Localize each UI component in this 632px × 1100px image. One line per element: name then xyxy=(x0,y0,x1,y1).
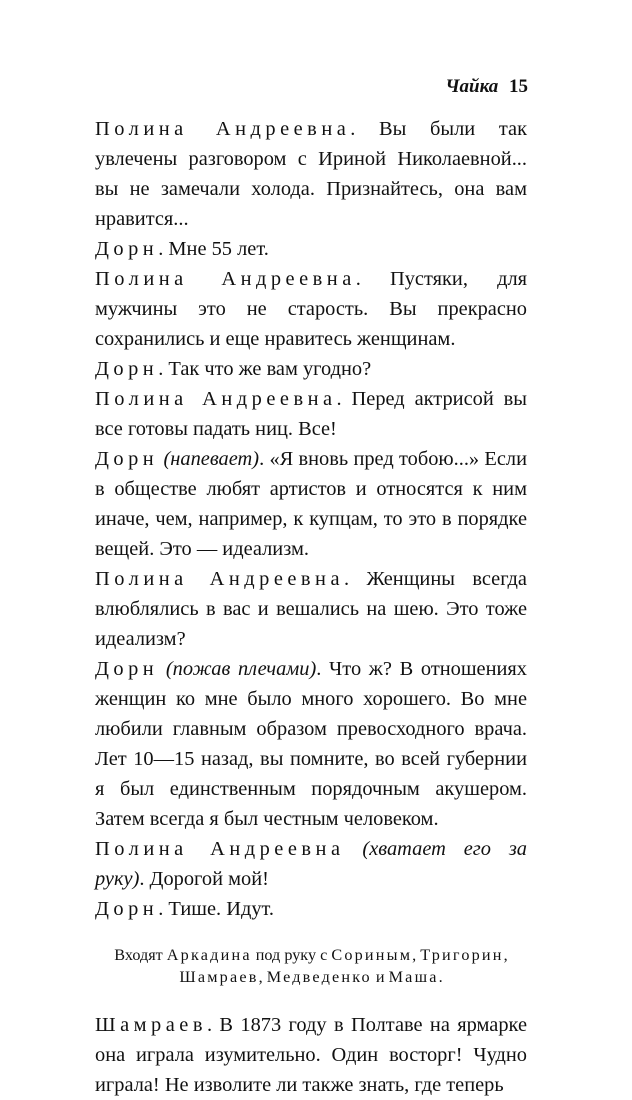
dialogue-text: . Мне 55 лет. xyxy=(158,238,269,260)
header-title: Чайка xyxy=(445,76,499,97)
direction-text: , xyxy=(503,946,508,964)
dialogue-text: . Тише. Идут. xyxy=(158,898,274,920)
dialogue-text: . Дорогой мой! xyxy=(139,868,269,890)
speaker-name: Полина Андреевна xyxy=(95,118,351,140)
dialogue-line xyxy=(95,264,527,354)
dialogue-text: . Перед актрисой вы все готовы падать ниц. Все! xyxy=(95,388,527,440)
dialogue-line xyxy=(95,234,527,264)
speaker-name: Полина Андреевна xyxy=(95,568,345,590)
dialogue-line xyxy=(95,384,527,444)
character-name: Аркадина xyxy=(166,946,252,964)
dialogue-text: . В 1873 году в Полтаве на ярмарке она играла изумительно. Один восторг! Чудно играла! Не изволите ли также знать, где теперь xyxy=(95,1014,527,1096)
dialogue-line xyxy=(95,1010,527,1100)
stage-direction: (хватает его за руку) xyxy=(95,838,527,890)
character-name: Маша xyxy=(388,968,439,986)
dialogue-line xyxy=(95,444,527,564)
speaker-name: Дорн xyxy=(95,358,159,380)
character-name: Тригорин xyxy=(420,946,504,964)
dialogue-text: . Пустяки, для мужчины это не старость. Вы прекрасно сохранились и еще нравитесь женщинам. xyxy=(95,268,527,350)
direction-text: , xyxy=(258,968,267,986)
dialogue-line xyxy=(95,654,527,834)
dialogue-text: . Так что же вам угодно? xyxy=(158,358,372,380)
character-name: Шамраев xyxy=(179,968,259,986)
dialogue-text: . Вы были так увлечены разговором с Ириной Николаевной... вы не замечали холода. Признайтесь, она вам нравится... xyxy=(95,118,527,230)
direction-text: . xyxy=(438,968,443,986)
dialogue-line xyxy=(95,114,527,234)
dialogue-text: . Что ж? В отношениях женщин ко мне было много хорошего. Во мне любили главным образом превосходного врача. Лет 10—15 назад, вы помните, во всей губернии я был единственным порядочным акушером. Затем всегда я был честным человеком. xyxy=(95,658,527,830)
dialogue-line xyxy=(95,354,527,384)
dialogue-line xyxy=(95,894,527,924)
dialogue-text: . Женщины всегда влюблялись в вас и вешались на шею. Это тоже идеализм? xyxy=(95,568,527,650)
play-text xyxy=(95,114,527,1100)
speaker-name: Дорн xyxy=(95,448,159,470)
stage-direction: (пожав плечами) xyxy=(165,658,317,680)
speaker-name: Полина Андреевна xyxy=(95,838,345,860)
speaker-name: Дорн xyxy=(95,238,159,260)
character-name: Сориным xyxy=(331,946,413,964)
direction-text: и xyxy=(371,968,389,986)
stage-direction: (напевает) xyxy=(163,448,260,470)
speaker-name: Дорн xyxy=(95,658,159,680)
dialogue-text: . «Я вновь пред тобою...» Если в обществе любят артистов и относятся к ним иначе, чем, например, к купцам, то это в порядке вещей. Это — идеализм. xyxy=(95,448,527,560)
direction-text: , xyxy=(412,946,421,964)
direction-text: под руку с xyxy=(251,946,332,964)
speaker-name: Шамраев xyxy=(95,1014,207,1036)
dialogue-line xyxy=(95,564,527,654)
direction-text: Входят xyxy=(114,946,167,964)
character-name: Медведенко xyxy=(266,968,372,986)
speaker-name: Полина Андреевна xyxy=(95,388,337,410)
dialogue-line xyxy=(95,834,527,894)
stage-entrance xyxy=(95,944,527,988)
speaker-name: Полина Андреевна xyxy=(95,268,356,290)
running-header xyxy=(445,76,528,98)
speaker-name: Дорн xyxy=(95,898,159,920)
page-number: 15 xyxy=(509,76,528,97)
